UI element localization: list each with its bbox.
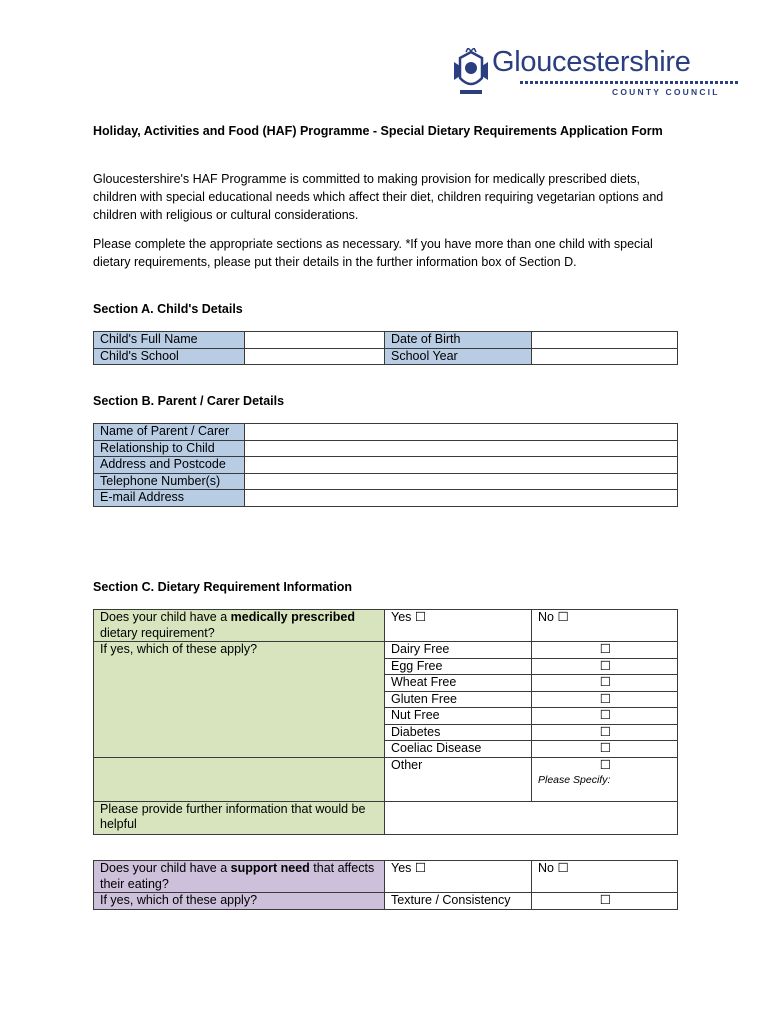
logo-divider [520,81,738,84]
option-gluten-free: Gluten Free [385,691,532,708]
child-name-label: Child's Full Name [94,332,245,349]
child-name-input[interactable] [245,332,385,349]
wheat-free-checkbox[interactable]: ☐ [532,675,678,692]
option-diabetes: Diabetes [385,724,532,741]
school-input[interactable] [245,348,385,365]
option-texture: Texture / Consistency [385,893,532,910]
medical-other-spacer [94,757,385,801]
dob-input[interactable] [532,332,678,349]
gluten-free-checkbox[interactable]: ☐ [532,691,678,708]
email-input[interactable] [245,490,678,507]
intro-paragraph: Gloucestershire's HAF Programme is committed to making provision for medically prescribed diets, children with special educational needs which affect their diet, children requiring vegetarian options and children with religious or cultural considerations. [93,172,664,222]
address-input[interactable] [245,457,678,474]
option-other: Other [385,757,532,801]
medical-diet-table [93,609,678,835]
telephone-input[interactable] [245,473,678,490]
relationship-label: Relationship to Child [94,440,245,457]
council-logo [452,48,742,100]
org-name: Gloucestershire [492,46,691,78]
support-no-checkbox[interactable]: No ☐ [532,861,678,893]
telephone-label: Telephone Number(s) [94,473,245,490]
further-info-label: Please provide further information that would be helpful [94,801,385,834]
section-a-table [93,331,678,365]
dob-label: Date of Birth [385,332,532,349]
diabetes-checkbox[interactable]: ☐ [532,724,678,741]
option-dairy-free: Dairy Free [385,642,532,659]
email-label: E-mail Address [94,490,245,507]
option-egg-free: Egg Free [385,658,532,675]
section-c-heading: Section C. Dietary Requirement Information [93,580,353,594]
section-b-heading: Section B. Parent / Carer Details [93,394,285,408]
parent-name-input[interactable] [245,424,678,441]
medical-question: Does your child have a medically prescribed dietary requirement? [94,610,385,642]
support-which-label: If yes, which of these apply? [94,893,385,910]
dairy-free-checkbox[interactable]: ☐ [532,642,678,659]
egg-free-checkbox[interactable]: ☐ [532,658,678,675]
other-cell [532,757,678,801]
address-label: Address and Postcode [94,457,245,474]
option-wheat-free: Wheat Free [385,675,532,692]
medical-no-checkbox[interactable]: No ☐ [532,610,678,642]
relationship-input[interactable] [245,440,678,457]
medical-which-label: If yes, which of these apply? [94,642,385,758]
texture-checkbox[interactable]: ☐ [532,893,678,910]
org-subtitle: COUNTY COUNCIL [612,87,720,97]
support-yes-checkbox[interactable]: Yes ☐ [385,861,532,893]
section-a-heading: Section A. Child's Details [93,302,243,316]
please-specify-label: Please Specify: [538,774,611,786]
form-title: Holiday, Activities and Food (HAF) Programme - Special Dietary Requirements Application Form [93,124,663,138]
support-need-table [93,860,678,910]
coeliac-checkbox[interactable]: ☐ [532,741,678,758]
option-coeliac: Coeliac Disease [385,741,532,758]
school-label: Child's School [94,348,245,365]
parent-name-label: Name of Parent / Carer [94,424,245,441]
school-year-label: School Year [385,348,532,365]
further-info-input[interactable] [385,801,678,834]
support-question: Does your child have a support need that affects their eating? [94,861,385,893]
section-b-table [93,423,678,507]
school-year-input[interactable] [532,348,678,365]
medical-yes-checkbox[interactable]: Yes ☐ [385,610,532,642]
nut-free-checkbox[interactable]: ☐ [532,708,678,725]
crest-icon [452,48,490,98]
option-nut-free: Nut Free [385,708,532,725]
other-checkbox[interactable]: ☐ [599,757,611,772]
instructions-paragraph: Please complete the appropriate sections as necessary. *If you have more than one child with special dietary requirements, please put their details in the further information box of Section D. [93,237,653,269]
